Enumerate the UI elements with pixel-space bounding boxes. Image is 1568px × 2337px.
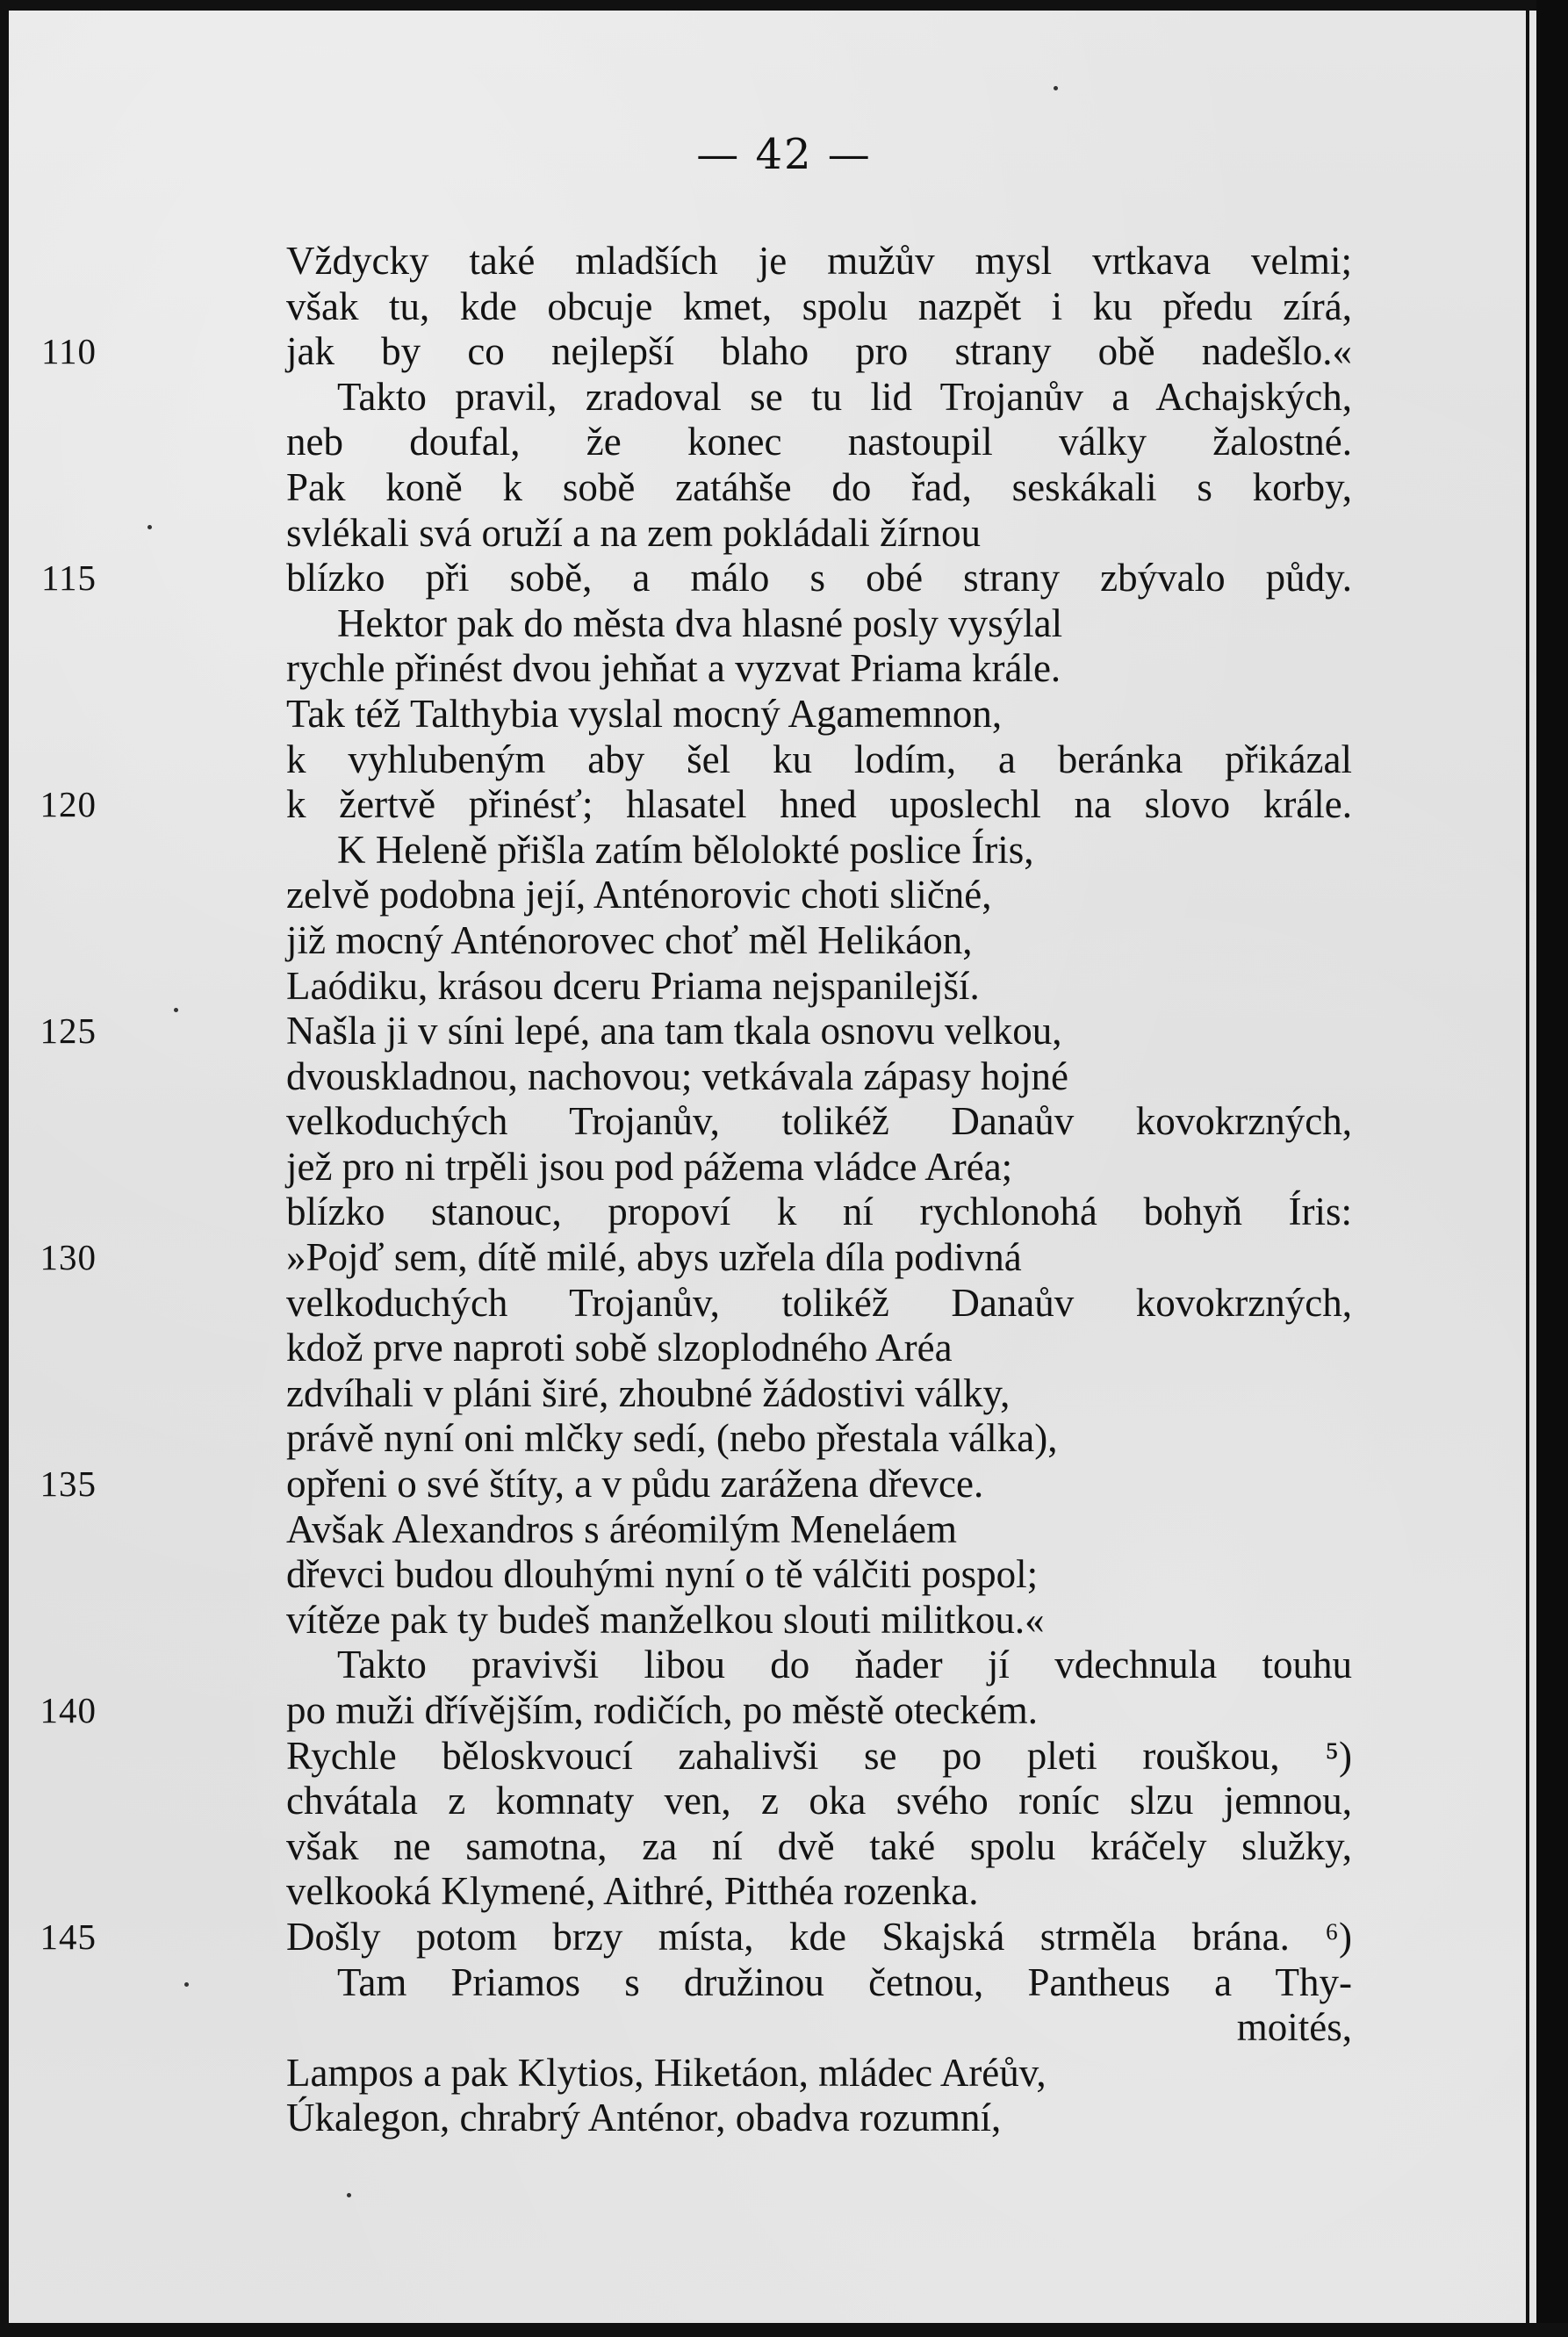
line-number: 120 (40, 784, 97, 825)
scan-edge-top (0, 0, 1568, 11)
verse-line (176, 1779, 1352, 1824)
verse-text: již mocný Anténorovec choť měl Helikáon, (286, 917, 973, 962)
verse-line (176, 1281, 1352, 1327)
verse-line (176, 1371, 1352, 1417)
verse-line (176, 511, 1352, 557)
line-number: 130 (40, 1237, 97, 1278)
verse-text: velkoduchých Trojanův, tolikéž Danaův kovokrzných, (286, 1099, 1352, 1144)
verse-line (176, 420, 1352, 465)
verse-line (176, 737, 1352, 783)
poem-text (40, 239, 1352, 2141)
verse-text: opřeni o své štíty, a v půdu zarážena dřevce. (286, 1462, 984, 1506)
verse-text: velkooká Klymené, Aithré, Pitthéa rozenka. (286, 1869, 979, 1914)
verse-text: chvátala z komnaty ven, z oka svého roníc slzu jemnou, (286, 1779, 1352, 1823)
scan-edge-bottom (0, 2323, 1568, 2337)
scan-speck (147, 525, 152, 529)
line-number: 140 (40, 1690, 97, 1730)
verse-line (176, 375, 1352, 421)
verse-line (176, 692, 1352, 737)
verse-text: Avšak Alexandros s áréomilým Meneláem (286, 1506, 957, 1551)
verse-line (40, 1688, 1352, 1734)
verse-line (176, 1598, 1352, 1643)
verse-line (176, 1145, 1352, 1190)
verse-text: k vyhlubeným aby šel ku lodím, a beránka přikázal (286, 737, 1352, 781)
scan-edge-right-line (1526, 0, 1529, 2337)
verse-line (176, 1824, 1352, 1870)
verse-text: neb doufal, že konec nastoupil války žalostné. (286, 420, 1352, 464)
verse-text: Tam Priamos s družinou četnou, Pantheus a Thy- (337, 1959, 1352, 2004)
verse-line (40, 1462, 1352, 1507)
verse-text: Tak též Talthybia vyslal mocný Agamemnon, (286, 691, 1003, 736)
verse-text: zelvě podobna její, Anténorovic choti sličné, (286, 873, 992, 917)
verse-text: Pak koně k sobě zatáhše do řad, seskákali s korby, (286, 464, 1352, 509)
verse-text: jak by co nejlepší blaho pro strany obě nadešlo.« (286, 329, 1352, 374)
verse-line (176, 873, 1352, 918)
verse-line (176, 1869, 1352, 1915)
verse-text: kdož prve naproti sobě slzoplodného Aréa (286, 1326, 953, 1370)
verse-text: však tu, kde obcuje kmet, spolu nazpět i ku předu zírá, (286, 284, 1352, 328)
verse-line (176, 918, 1352, 964)
line-number: 115 (41, 557, 97, 599)
verse-line (41, 329, 1352, 375)
verse-line (176, 1326, 1352, 1371)
verse-text: jež pro ni trpěli jsou pod pážema vládce Aréa; (286, 1144, 1013, 1189)
verse-text: zdvíhali v pláni širé, zhoubné žádostivi války, (286, 1370, 1011, 1415)
verse-line (40, 1914, 1352, 1960)
page-number: — 42 — (696, 130, 872, 179)
verse-text: právě nyní oni mlčky sedí, (nebo přestala válka), (286, 1416, 1058, 1461)
verse-line (40, 1235, 1352, 1281)
verse-line (176, 1416, 1352, 1462)
line-number: 125 (40, 1010, 97, 1052)
line-number: 145 (40, 1916, 97, 1957)
verse-line (176, 1099, 1352, 1145)
scan-speck (347, 2193, 351, 2197)
verse-line (176, 1960, 1352, 2006)
verse-text: Laódiku, krásou dceru Priama nejspanilejší. (286, 963, 980, 1008)
verse-text: Takto pravivši libou do ňader jí vdechnula touhu (337, 1643, 1352, 1687)
verse-line (40, 1009, 1352, 1054)
verse-line (176, 1507, 1352, 1553)
verse-text: Takto pravil, zradoval se tu lid Trojanův a Achajských, (337, 374, 1352, 419)
verse-line (176, 2051, 1352, 2096)
line-number: 110 (41, 331, 97, 372)
verse-text: »Pojď sem, dítě milé, abys uzřela díla podivná (286, 1235, 1022, 1280)
verse-line (176, 1734, 1352, 1780)
verse-text: Úkalegon, chrabrý Anténor, obadva rozumní, (286, 2096, 1002, 2140)
verse-line (176, 828, 1352, 874)
verse-line (176, 601, 1352, 647)
verse-text: blízko při sobě, a málo s obé strany zbývalo půdy. (286, 556, 1352, 600)
scan-speck (1054, 86, 1058, 90)
verse-line (176, 646, 1352, 692)
verse-text: dřevci budou dlouhými nyní o tě válčiti pospol; (286, 1552, 1039, 1597)
verse-text: Hektor pak do města dva hlasné posly vysýlal (337, 600, 1063, 645)
verse-text: blízko stanouc, propoví k ní rychlonohá bohyň Íris: (286, 1190, 1352, 1234)
verse-line (176, 465, 1352, 511)
verse-text: K Heleně přišla zatím bělolokté poslice Íris, (337, 827, 1034, 872)
verse-line (176, 1054, 1352, 1100)
verse-line (176, 2096, 1352, 2141)
verse-line (176, 284, 1352, 330)
verse-text: rychle přinést dvou jehňat a vyzvat Priama krále. (286, 646, 1061, 691)
verse-text: Lampos a pak Klytios, Hiketáon, mládec Aréův, (286, 2050, 1047, 2095)
verse-text: Vždycky také mladších je mužův mysl vrtkava velmi; (286, 239, 1352, 283)
verse-line (176, 1552, 1352, 1598)
verse-line (176, 1190, 1352, 1235)
verse-text: po muži dřívějším, rodičích, po městě oteckém. (286, 1688, 1039, 1732)
verse-text: moités, (1236, 2005, 1352, 2050)
verse-text: velkoduchých Trojanův, tolikéž Danaův kovokrzných, (286, 1280, 1352, 1325)
verse-line (176, 964, 1352, 1010)
verse-text: však ne samotna, za ní dvě také spolu kráčely služky, (286, 1823, 1352, 1868)
verse-text: vítěze pak ty budeš manželkou slouti militkou.« (286, 1597, 1045, 1642)
scan-edge-right (1536, 0, 1568, 2337)
verse-text: k žertvě přinésť; hlasatel hned uposlechl na slovo krále. (286, 782, 1352, 827)
verse-text: svlékali svá oruží a na zem pokládali žírnou (286, 510, 981, 555)
verse-text: dvouskladnou, nachovou; vetkávala zápasy hojné (286, 1053, 1068, 1098)
line-number: 135 (40, 1463, 97, 1505)
verse-line (40, 782, 1352, 828)
verse-line (176, 2005, 1352, 2051)
verse-line (41, 556, 1352, 601)
verse-line (176, 239, 1352, 284)
verse-text: Došly potom brzy místa, kde Skajská strměla brána. ⁶) (286, 1914, 1352, 1959)
verse-text: Rychle běloskvoucí zahalivši se po pleti rouškou, ⁵) (286, 1733, 1352, 1778)
verse-line (176, 1643, 1352, 1688)
verse-text: Našla ji v síni lepé, ana tam tkala osnovu velkou, (286, 1009, 1062, 1053)
